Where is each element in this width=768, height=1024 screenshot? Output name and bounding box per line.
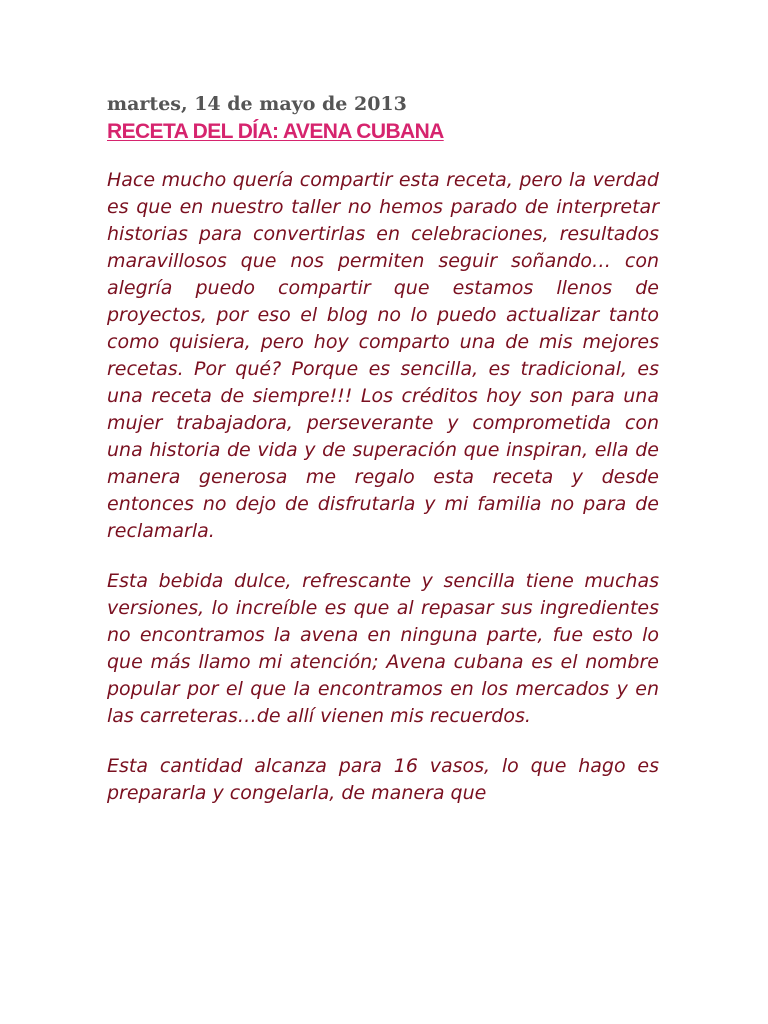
post-paragraph-2: Esta bebida dulce, refrescante y sencilla tiene muchas versiones, lo increíble es que al repasar sus ingredientes no encontramos la avena en ninguna parte, fue esto lo que más llamo mi atención; Avena cubana es el nombre popular por el que la encontramos en los mercados y en las carreteras…de allí vienen mis recuerdos.: [107, 570, 659, 727]
post-title-link[interactable]: RECETA DEL DÍA: AVENA CUBANA: [107, 120, 444, 143]
post-paragraph-3: Esta cantidad alcanza para 16 vasos, lo que hago es prepararla y congelarla, de manera que: [107, 755, 659, 804]
blog-post: [107, 92, 659, 807]
post-paragraph-1: Hace mucho quería compartir esta receta, pero la verdad es que en nuestro taller no hemos parado de interpretar historias para convertirlas en celebraciones, resultados maravillosos que nos permiten seguir soñando… con alegría puedo compartir que estamos llenos de proyectos, por eso el blog no lo puedo actualizar tanto como quisiera, pero hoy comparto una de mis mejores recetas. Por qué? Porque es sencilla, es tradicional, es una receta de siempre!!! Los créditos hoy son para una mujer trabajadora, perseverante y comprometida con una historia de vida y de superación que inspiran, ella de manera generosa me regalo esta receta y desde entonces no dejo de disfrutarla y mi familia no para de reclamarla.: [107, 169, 659, 542]
post-date: martes, 14 de mayo de 2013: [107, 93, 407, 115]
